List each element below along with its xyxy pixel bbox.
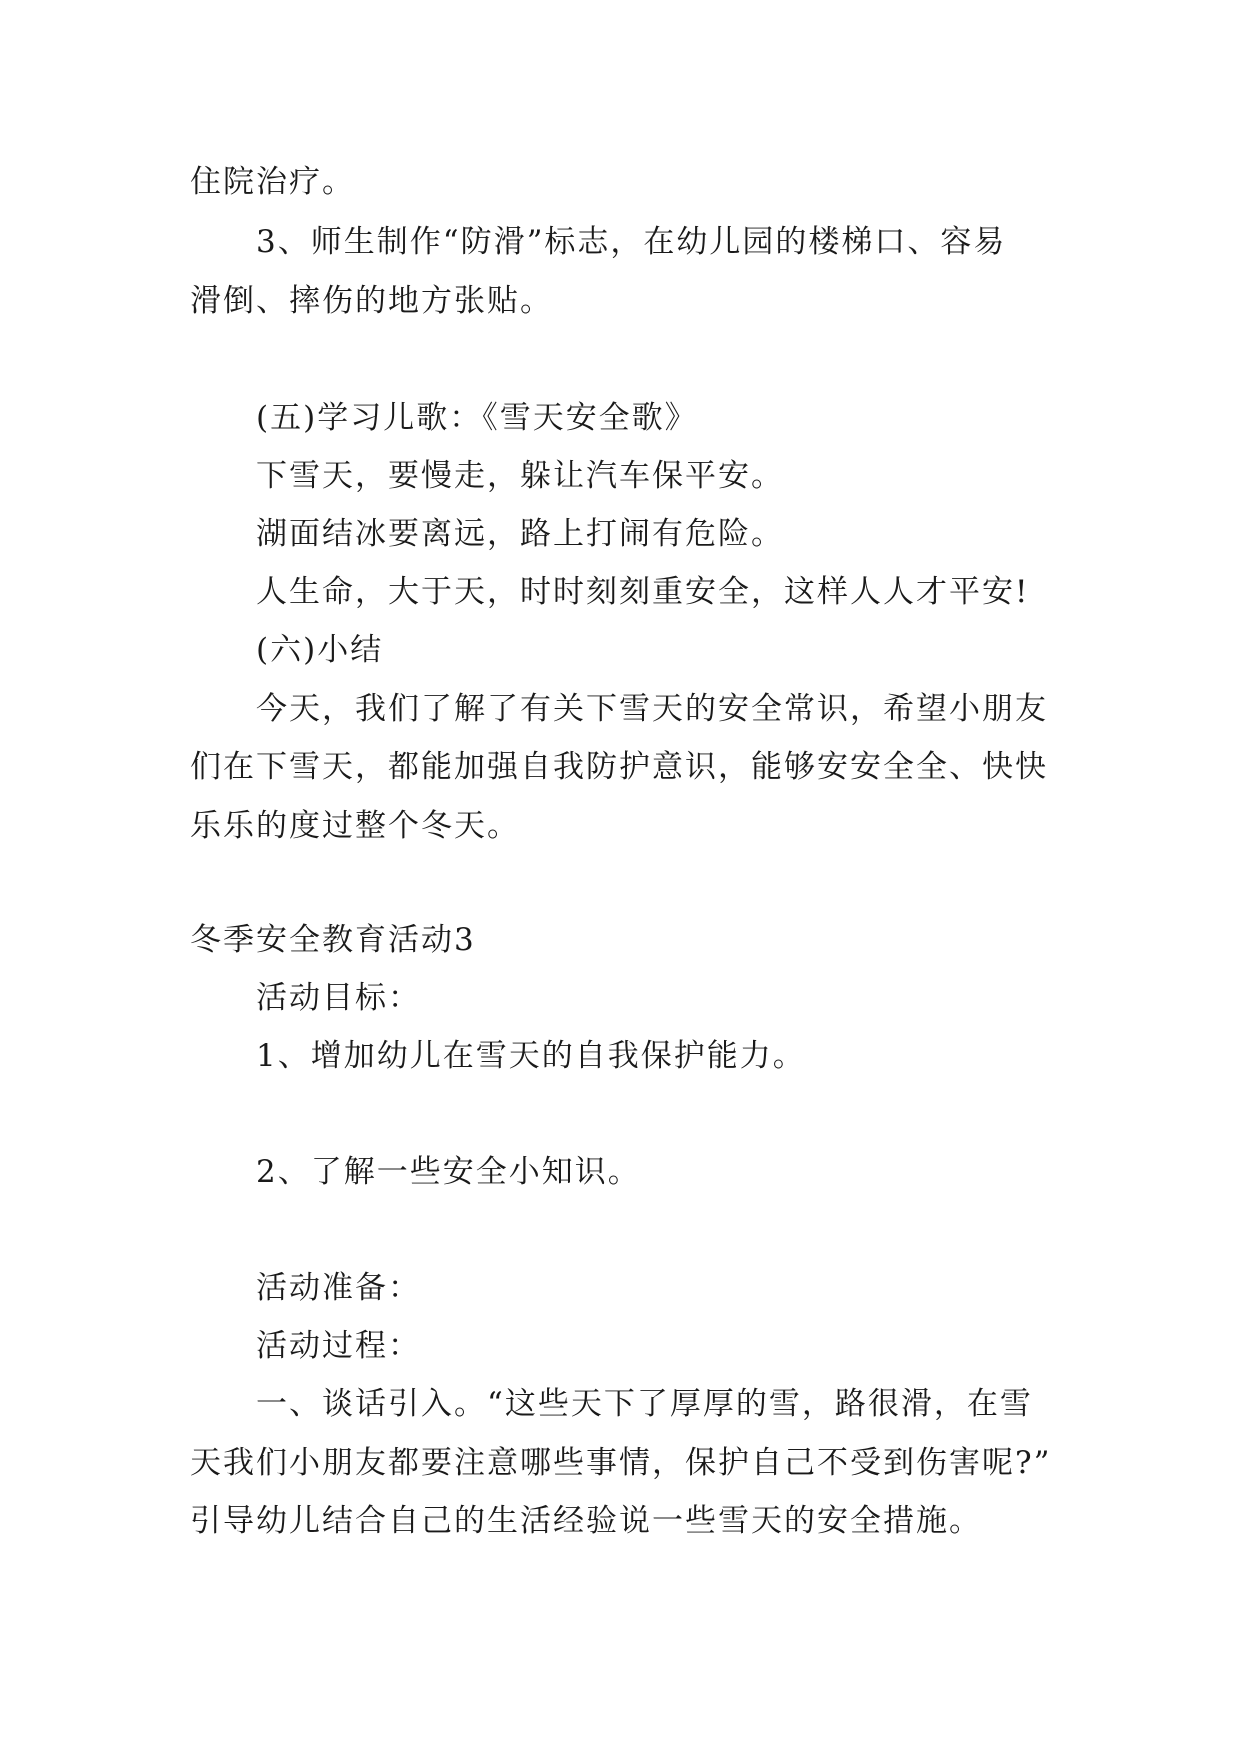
section-heading: 活动准备： bbox=[256, 1270, 421, 1306]
text-line: 引导幼儿结合自己的生活经验说一些雪天的安全措施。 bbox=[190, 1503, 982, 1539]
section-heading: 活动过程： bbox=[256, 1328, 421, 1364]
document-title: 冬季安全教育活动3 bbox=[190, 922, 476, 958]
text-line: 们在下雪天，都能加强自我防护意识，能够安安全全、快快 bbox=[190, 749, 1048, 785]
section-heading: 活动目标： bbox=[256, 980, 421, 1016]
text-line: 人生命，大于天，时时刻刻重安全，这样人人才平安! bbox=[256, 574, 1030, 610]
section-heading: (六)小结 bbox=[256, 632, 384, 668]
text-line: 天我们小朋友都要注意哪些事情，保护自己不受到伤害呢?” bbox=[190, 1445, 1052, 1481]
text-line: 2、了解一些安全小知识。 bbox=[256, 1154, 641, 1190]
text-line: 乐乐的度过整个冬天。 bbox=[190, 808, 520, 844]
text-line: 1、增加幼儿在雪天的自我保护能力。 bbox=[256, 1038, 806, 1074]
text-line: 滑倒、摔伤的地方张贴。 bbox=[190, 283, 553, 319]
text-line: 今天，我们了解了有关下雪天的安全常识，希望小朋友 bbox=[256, 691, 1048, 727]
text-line: 3、师生制作“防滑”标志，在幼儿园的楼梯口、容易 bbox=[256, 224, 1007, 260]
text-line: 下雪天，要慢走，躲让汽车保平安。 bbox=[256, 458, 784, 494]
text-line: 一、谈话引入。“这些天下了厚厚的雪，路很滑，在雪 bbox=[256, 1386, 1033, 1422]
section-heading: (五)学习儿歌：《雪天安全歌》 bbox=[256, 400, 698, 436]
text-line: 住院治疗。 bbox=[190, 164, 355, 200]
text-line: 湖面结冰要离远，路上打闹有危险。 bbox=[256, 516, 784, 552]
